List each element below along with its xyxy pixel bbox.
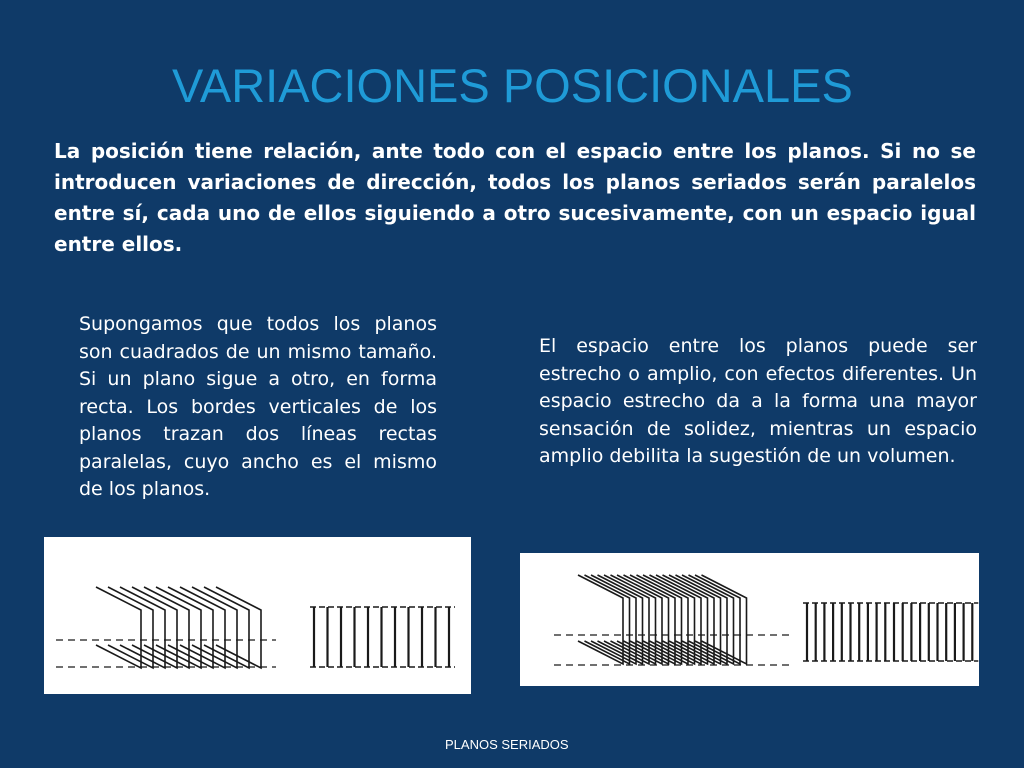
plane-outline [180,587,225,668]
plane-outline [120,587,165,668]
plane-outline [168,587,213,668]
left-column-text: Supongamos que todos los planos son cuadrados de un mismo tamaño. Si un plano sigue a otro, en forma recta. Los bordes verticales de los planos trazan dos líneas rectas paralelas, cuyo ancho es el mismo de los planos. [79,313,437,500]
plane-outline [96,587,141,668]
plane-outline [216,587,261,668]
narrow-spacing-figure [520,553,979,686]
footer-label: PLANOS SERIADOS [445,737,569,752]
plane-outline [192,587,237,668]
plane-outline [204,587,249,668]
wide-spacing-drawing [44,537,471,694]
narrow-spacing-drawing [520,553,979,686]
plane-outline [144,587,189,668]
plane-outline [156,587,201,668]
right-column-text: El espacio entre los planos puede ser estrecho o amplio, con efectos diferentes. Un espacio estrecho da a la forma una mayor sensación de solidez, mientras un espacio amplio debilita la sugestión de un volumen. [539,335,977,467]
plane-outline [132,587,177,668]
plane-outline [108,587,153,668]
slide-title: VARIACIONES POSICIONALES [172,59,853,112]
wide-spacing-figure [44,537,471,694]
intro-paragraph: La posición tiene relación, ante todo con el espacio entre los planos. Si no se introducen variaciones de dirección, todos los planos seriados serán paralelos entre sí, cada uno de ellos siguiendo a otro sucesivamente, con un espacio igual entre ellos. [54,139,976,256]
